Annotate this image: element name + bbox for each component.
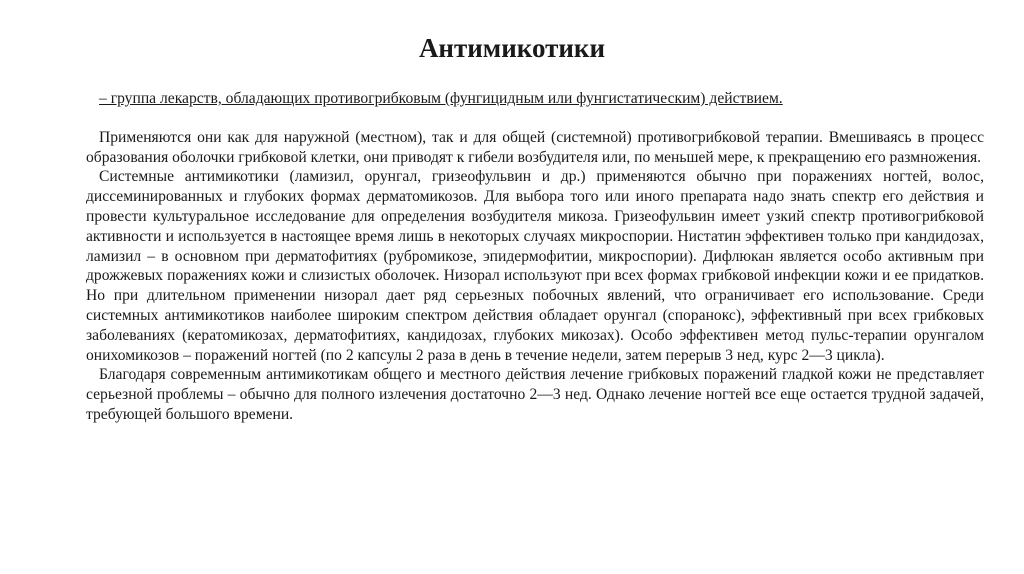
slide-title: Антимикотики bbox=[418, 33, 606, 63]
paragraph-modern: Благодаря современным антимикотикам общего и местного действия лечение грибковых поражений гладкой кожи не представляет серьезной проблемы – обычно для полного излечения достаточно 2—3 нед. Однако лечение ногтей все еще остается трудной задачей, требующей большого времени. bbox=[86, 366, 984, 423]
paragraph-systemic: Системные антимикотики (ламизил, орунгал, гризеофульвин и др.) применяются обычно при поражениях ногтей, волос, диссеминированных и глубоких формах дерматомикозов. Для выбора того или иного препарата надо знать спектр его действия и провести культуральное исследование для определения возбудителя микоза. Гризеофульвин имеет узкий спектр противогрибковой активности и используется в настоящее время лишь в некоторых случаях микроспории. Нистатин эффективен только при кандидозах, ламизил – в основном при дерматофитиях (рубромикозе, эпидермофитии, микроспории). Дифлюкан является особо активным при дрожжевых поражениях кожи и слизистых оболочек. Низорал используют при всех формах грибковой инфекции кожи и ее придатков. Но при длительном применении низорал дает ряд серьезных побочных явлений, что ограничивает его использование. Среди системных антимикотиков наиболее широким спектром действия обладает орунгал (споранокс), эффективный при всех грибковых заболеваниях (кератомикозах, дерматофитиях, кандидозах, глубоких микозах). Особо эффективен метод пульс-терапии орунгалом онихомикозов – поражений ногтей (по 2 капсулы 2 раза в день в течение недели, затем перерыв 3 нед, курс 2—3 цикла). bbox=[86, 168, 984, 364]
paragraph-gap bbox=[86, 109, 984, 128]
paragraph-usage: Применяются они как для наружной (местном), так и для общей (системной) противогрибковой терапии. Вмешиваясь в процесс образования оболочки грибковой клетки, они приводят к гибели возбудителя или, по меньшей мере, к прекращению его размножения. bbox=[86, 128, 984, 166]
definition-line: – группа лекарств, обладающих противогрибковым (фунгицидным или фунгистатическим) действием. bbox=[99, 90, 783, 107]
slide-body bbox=[86, 89, 984, 425]
